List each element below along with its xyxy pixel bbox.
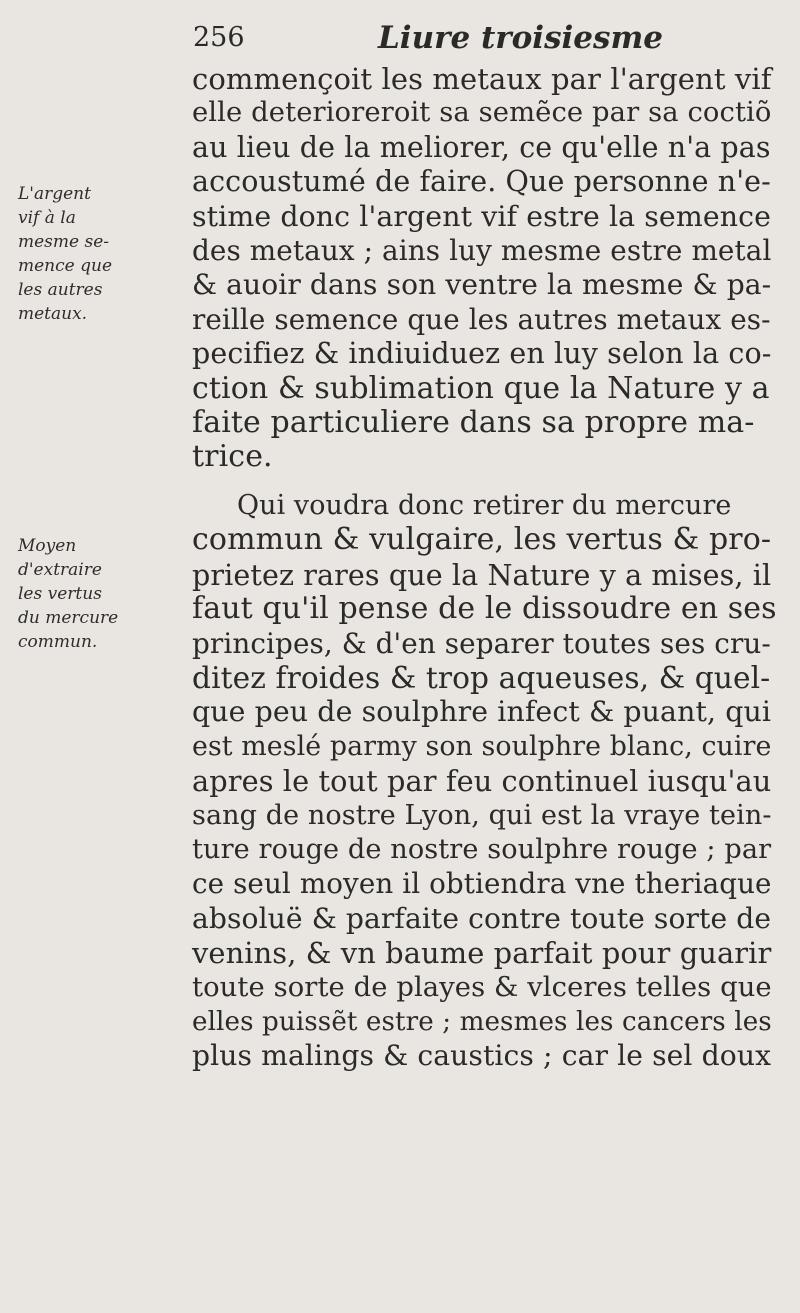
body-text bbox=[192, 62, 777, 1074]
text-line: pecifiez & indiuiduez en luy selon la co- bbox=[192, 337, 772, 371]
text-line: ce seul moyen il obtiendra vne theriaque bbox=[192, 867, 772, 901]
text-line: apres le tout par feu continuel iusqu'au bbox=[192, 764, 772, 799]
text-line: plus malings & caustics ; car le sel doux bbox=[192, 1039, 772, 1073]
text-line: ction & sublimation que la Nature y a bbox=[192, 370, 770, 406]
text-line: Qui voudra donc retirer du mercure bbox=[237, 489, 732, 521]
margin-note-line: L'argent bbox=[18, 184, 91, 204]
text-line: reille semence que les autres metaux es- bbox=[192, 302, 771, 336]
text-line: principes, & d'en separer toutes ses cru- bbox=[192, 626, 771, 660]
text-line: au lieu de la meliorer, ce qu'elle n'a pas bbox=[192, 130, 771, 164]
text-line: commun & vulgaire, les vertus & pro- bbox=[192, 522, 772, 558]
margin-note-line: commun. bbox=[18, 632, 98, 652]
margin-note-line: d'extraire bbox=[18, 560, 102, 580]
text-line: trice. bbox=[192, 439, 273, 475]
margin-note-line: mesme se- bbox=[18, 232, 110, 252]
text-line: faite particuliere dans sa propre ma- bbox=[192, 405, 755, 441]
margin-note-line: Moyen bbox=[18, 536, 77, 556]
margin-note-line: du mercure bbox=[18, 608, 119, 628]
margin-note-moyen bbox=[18, 534, 178, 654]
page-number: 256 bbox=[193, 22, 245, 53]
text-line: est meslé parmy son soulphre blanc, cuire bbox=[192, 730, 772, 762]
text-line: & auoir dans son ventre la mesme & pa- bbox=[192, 268, 772, 302]
margin-note-line: les vertus bbox=[18, 584, 102, 604]
text-line: venins, & vn baume parfait pour guarir bbox=[192, 936, 772, 971]
text-line: accoustumé de faire. Que personne n'e- bbox=[192, 165, 771, 199]
text-line: stime donc l'argent vif estre la semence bbox=[192, 199, 771, 233]
paragraph-1 bbox=[192, 62, 777, 475]
text-line: commençoit les metaux par l'argent vif bbox=[192, 62, 772, 96]
text-line: faut qu'il pense de le dissoudre en ses bbox=[192, 591, 777, 627]
margin-note-line: metaux. bbox=[18, 304, 88, 324]
text-line: ditez froides & trop aqueuses, & quel- bbox=[192, 659, 771, 695]
text-line: ture rouge de nostre soulphre rouge ; par bbox=[192, 833, 772, 865]
margin-note-line: mence que bbox=[18, 256, 113, 276]
text-line: sang de nostre Lyon, qui est la vraye tein- bbox=[192, 799, 772, 831]
text-line: toute sorte de playes & vlceres telles que bbox=[192, 971, 772, 1003]
text-line: absoluë & parfaite contre toute sorte de bbox=[192, 901, 772, 935]
margin-note-argent-vif bbox=[18, 182, 178, 326]
text-line: elle deterioreroit sa semẽce par sa coctiõ bbox=[192, 97, 772, 129]
text-line: prietez rares que la Nature y a mises, il bbox=[192, 557, 772, 592]
margin-note-line: vif à la bbox=[18, 208, 76, 228]
text-line: que peu de soulphre infect & puant, qui bbox=[192, 695, 772, 729]
text-line: des metaux ; ains luy mesme estre metal bbox=[192, 234, 772, 268]
text-line: elles puissẽt estre ; mesmes les cancers les bbox=[192, 1006, 772, 1037]
margin-note-line: les autres bbox=[18, 280, 103, 300]
running-title: Liure troisiesme bbox=[378, 20, 663, 56]
paragraph-2 bbox=[192, 489, 777, 1074]
